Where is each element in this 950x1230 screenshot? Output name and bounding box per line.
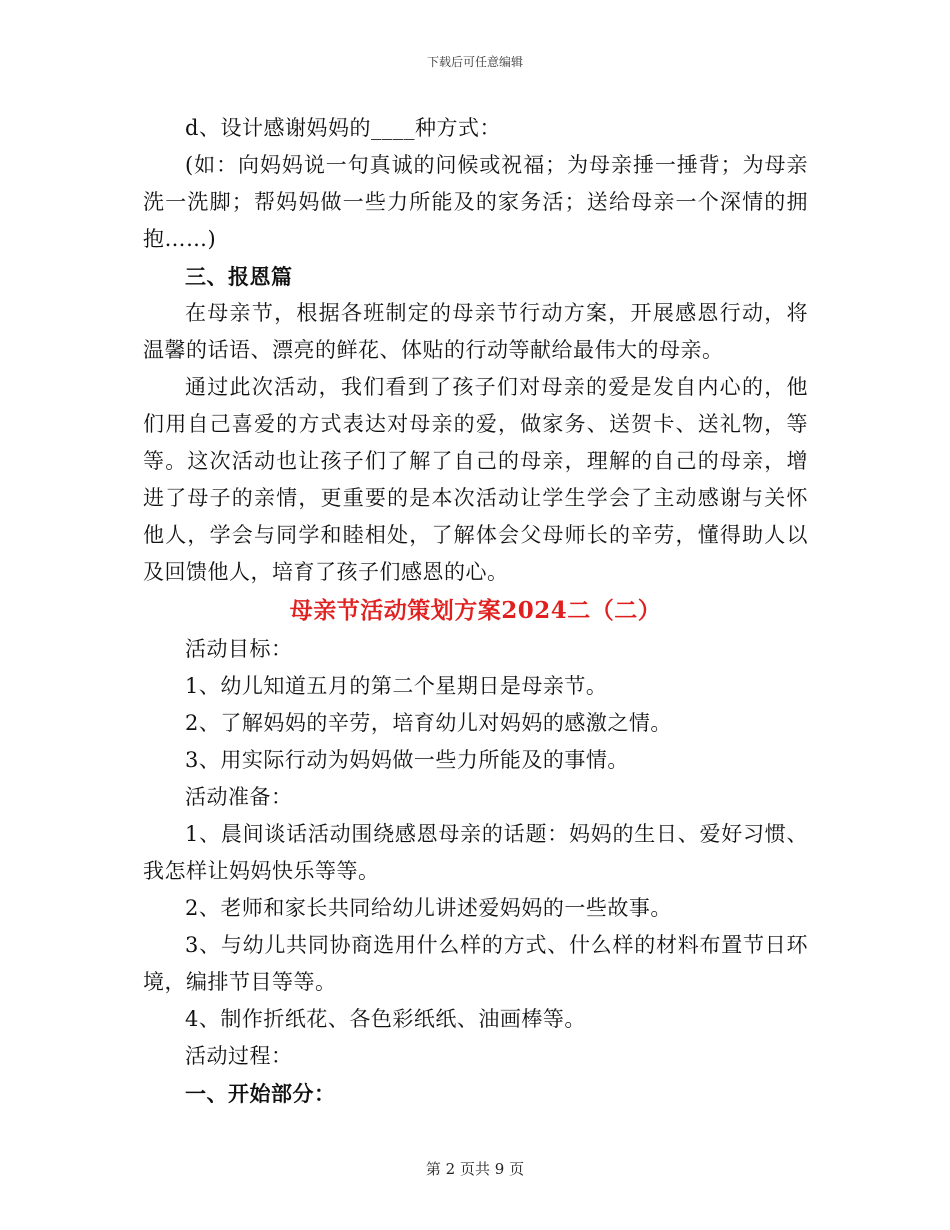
prep-item: 1、晨间谈话活动围绕感恩母亲的话题：妈妈的生日、爱好习惯、我怎样让妈妈快乐等等。 — [143, 822, 808, 883]
part-one-heading: 一、开始部分： — [185, 1081, 336, 1106]
process-label: 活动过程： — [185, 1044, 293, 1068]
page-footer: 第 2 页共 9 页 — [425, 1160, 525, 1178]
paragraph-examples: (如：向妈妈说一句真诚的问候或祝福；为母亲捶一捶背；为母亲洗一洗脚；帮妈妈做一些力所能及的家务活；送给母亲一个深情的拥抱……) — [143, 153, 808, 251]
section-title: 母亲节活动策划方案2024二（二） — [289, 597, 662, 624]
goals-label: 活动目标： — [185, 637, 293, 661]
paragraph-design-thanks: d、设计感谢妈妈的____种方式： — [185, 116, 501, 140]
prep-item: 4、制作折纸花、各色彩纸纸、油画棒等。 — [185, 1007, 586, 1031]
goal-item: 3、用实际行动为妈妈做一些力所能及的事情。 — [185, 748, 629, 772]
section-heading-repay: 三、报恩篇 — [185, 264, 293, 289]
paragraph-action: 在母亲节，根据各班制定的母亲节行动方案，开展感恩行动，将温馨的话语、漂亮的鲜花、体贴的行动等献给最伟大的母亲。 — [143, 301, 808, 362]
paragraph-summary: 通过此次活动，我们看到了孩子们对母亲的爱是发自内心的，他们用自己喜爱的方式表达对母亲的爱，做家务、送贺卡、送礼物，等等。这次活动也让孩子们了解了自己的母亲，理解的自己的母亲，增进了母子的亲情，更重要的是本次活动让学生学会了主动感谢与关怀他人，学会与同学和睦相处，了解体会父母师长的辛劳，懂得助人以及回馈他人，培育了孩子们感恩的心。 — [143, 375, 808, 584]
goal-item: 2、了解妈妈的辛劳，培育幼儿对妈妈的感激之情。 — [185, 711, 672, 735]
goal-item: 1、幼儿知道五月的第二个星期日是母亲节。 — [185, 674, 608, 698]
prep-item: 2、老师和家长共同给幼儿讲述爱妈妈的一些故事。 — [185, 896, 672, 920]
prep-label: 活动准备： — [185, 785, 293, 809]
document-body — [143, 110, 808, 1112]
header-note: 下载后可任意编辑 — [426, 55, 523, 69]
prep-item: 3、与幼儿共同协商选用什么样的方式、什么样的材料布置节日环境，编排节目等等。 — [143, 933, 808, 994]
